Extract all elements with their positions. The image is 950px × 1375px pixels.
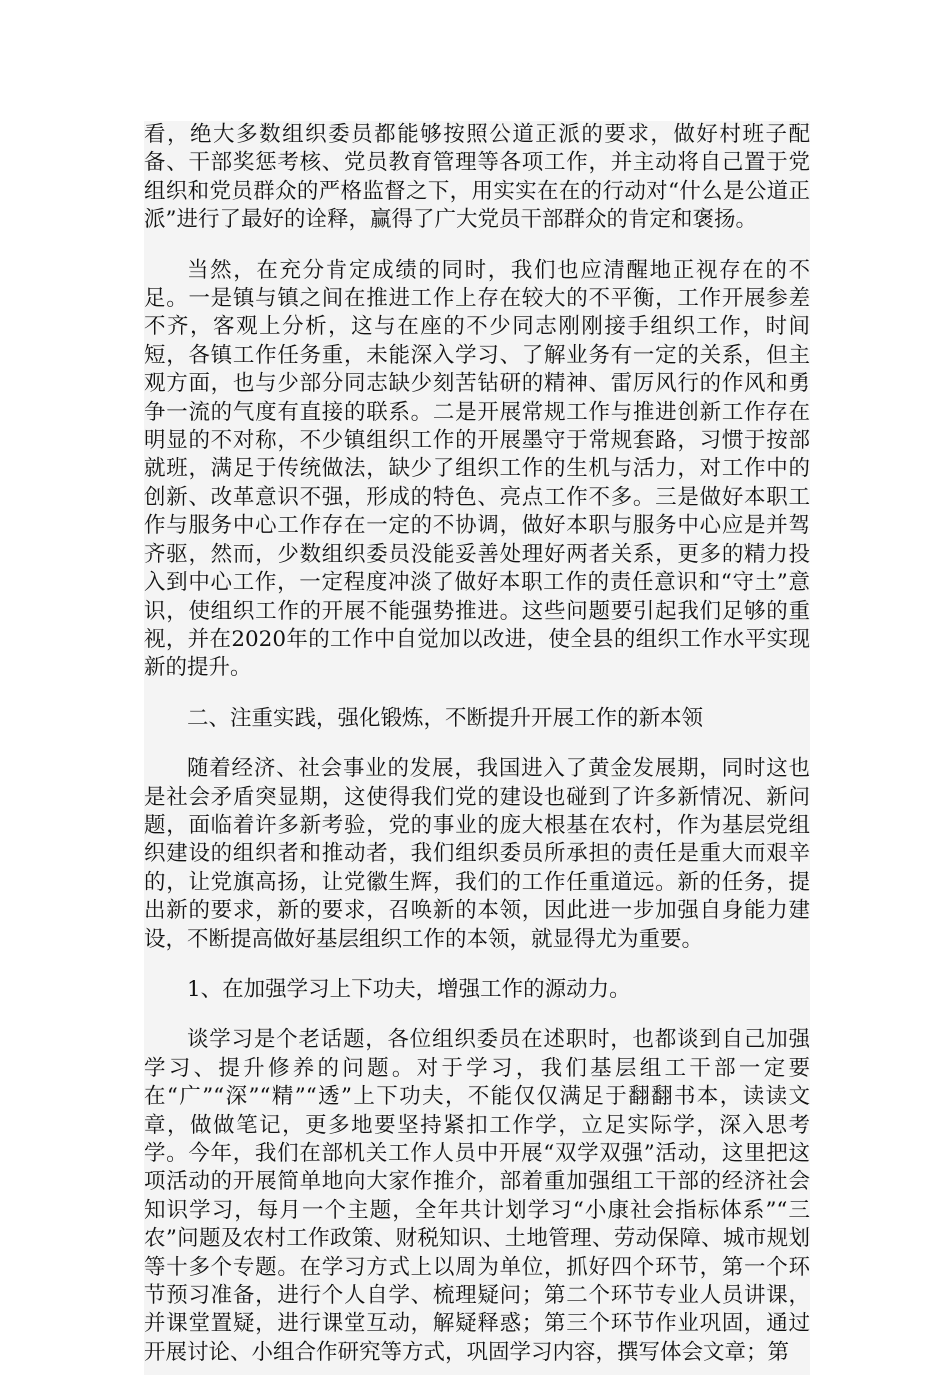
paragraph-study: 谈学习是个老话题，各位组织委员在述职时，也都谈到自己加强学习、提升修养的问题。对于学习，我们基层组工干部一定要在“广”“深”“精”“透”上下功夫，不能仅仅满足于翻翻书本，读读文章，做做笔记，更多地要坚持紧扣工作学，立足实际学，深入思考学。今年，我们在部机关工作人员中开展“双学双强”活动，这里把这项活动的开展简单地向大家作推介，部着重加强组工干部的经济社会知识学习，每月一个主题，全年共计划学习“小康社会指标体系”“三农”问题及农村工作政策、财税知识、土地管理、劳动保障、城市规划等十多个专题。在学习方式上以周为单位，抓好四个环节，第一个环节预习准备，进行个人自学、梳理疑问；第二个环节专业人员讲课，并课堂置疑，进行课堂互动，解疑释惑；第三个环节作业巩固，通过开展讨论、小组合作研究等方式，巩固学习内容，撰写体会文章；第 — [144, 1027, 810, 1365]
paragraph-development: 随着经济、社会事业的发展，我国进入了黄金发展期，同时这也是社会矛盾突显期，这使得我们党的建设也碰到了许多新情况、新问题，面临着许多新考验，党的事业的庞大根基在农村，作为基层党组织建设的组织者和推动者，我们组织委员所承担的责任是重大而艰辛的，让党旗高扬，让党徽生辉，我们的工作任重道远。新的任务，提出新的要求，新的要求，召唤新的本领，因此进一步加强自身能力建设，不断提高做好基层组织工作的本领，就显得尤为重要。 — [144, 756, 810, 952]
document-body — [144, 121, 810, 1375]
subsection-heading: 1、在加强学习上下功夫，增强工作的源动力。 — [187, 976, 631, 1002]
paragraph-continuation: 看，绝大多数组织委员都能够按照公道正派的要求，做好村班子配备、干部奖惩考核、党员教育管理等各项工作，并主动将自己置于党组织和党员群众的严格监督之下，用实实在在的行动对“什么是公道正派”进行了最好的诠释，赢得了广大党员干部群众的肯定和褒扬。 — [144, 122, 810, 233]
paragraph-shortcomings: 当然，在充分肯定成绩的同时，我们也应清醒地正视存在的不足。一是镇与镇之间在推进工作上存在较大的不平衡，工作开展参差不齐，客观上分析，这与在座的不少同志刚刚接手组织工作，时间短，各镇工作任务重，未能深入学习、了解业务有一定的关系，但主观方面，也与少部分同志缺少刻苦钻研的精神、雷厉风行的作风和勇争一流的气度有直接的联系。二是开展常规工作与推进创新工作存在明显的不对称，不少镇组织工作的开展墨守于常规套路，习惯于按部就班，满足于传统做法，缺少了组织工作的生机与活力，对工作中的创新、改革意识不强，形成的特色、亮点工作不多。三是做好本职工作与服务中心工作存在一定的不协调，做好本职与服务中心应是并驾齐驱，然而，少数组织委员没能妥善处理好两者关系，更多的精力投入到中心工作，一定程度冲淡了做好本职工作的责任意识和“守土”意识，使组织工作的开展不能强势推进。这些问题要引起我们足够的重视，并在2020年的工作中自觉加以改进，使全县的组织工作水平实现新的提升。 — [144, 257, 810, 681]
section-heading: 二、注重实践，强化锻炼，不断提升开展工作的新本领 — [187, 705, 704, 731]
